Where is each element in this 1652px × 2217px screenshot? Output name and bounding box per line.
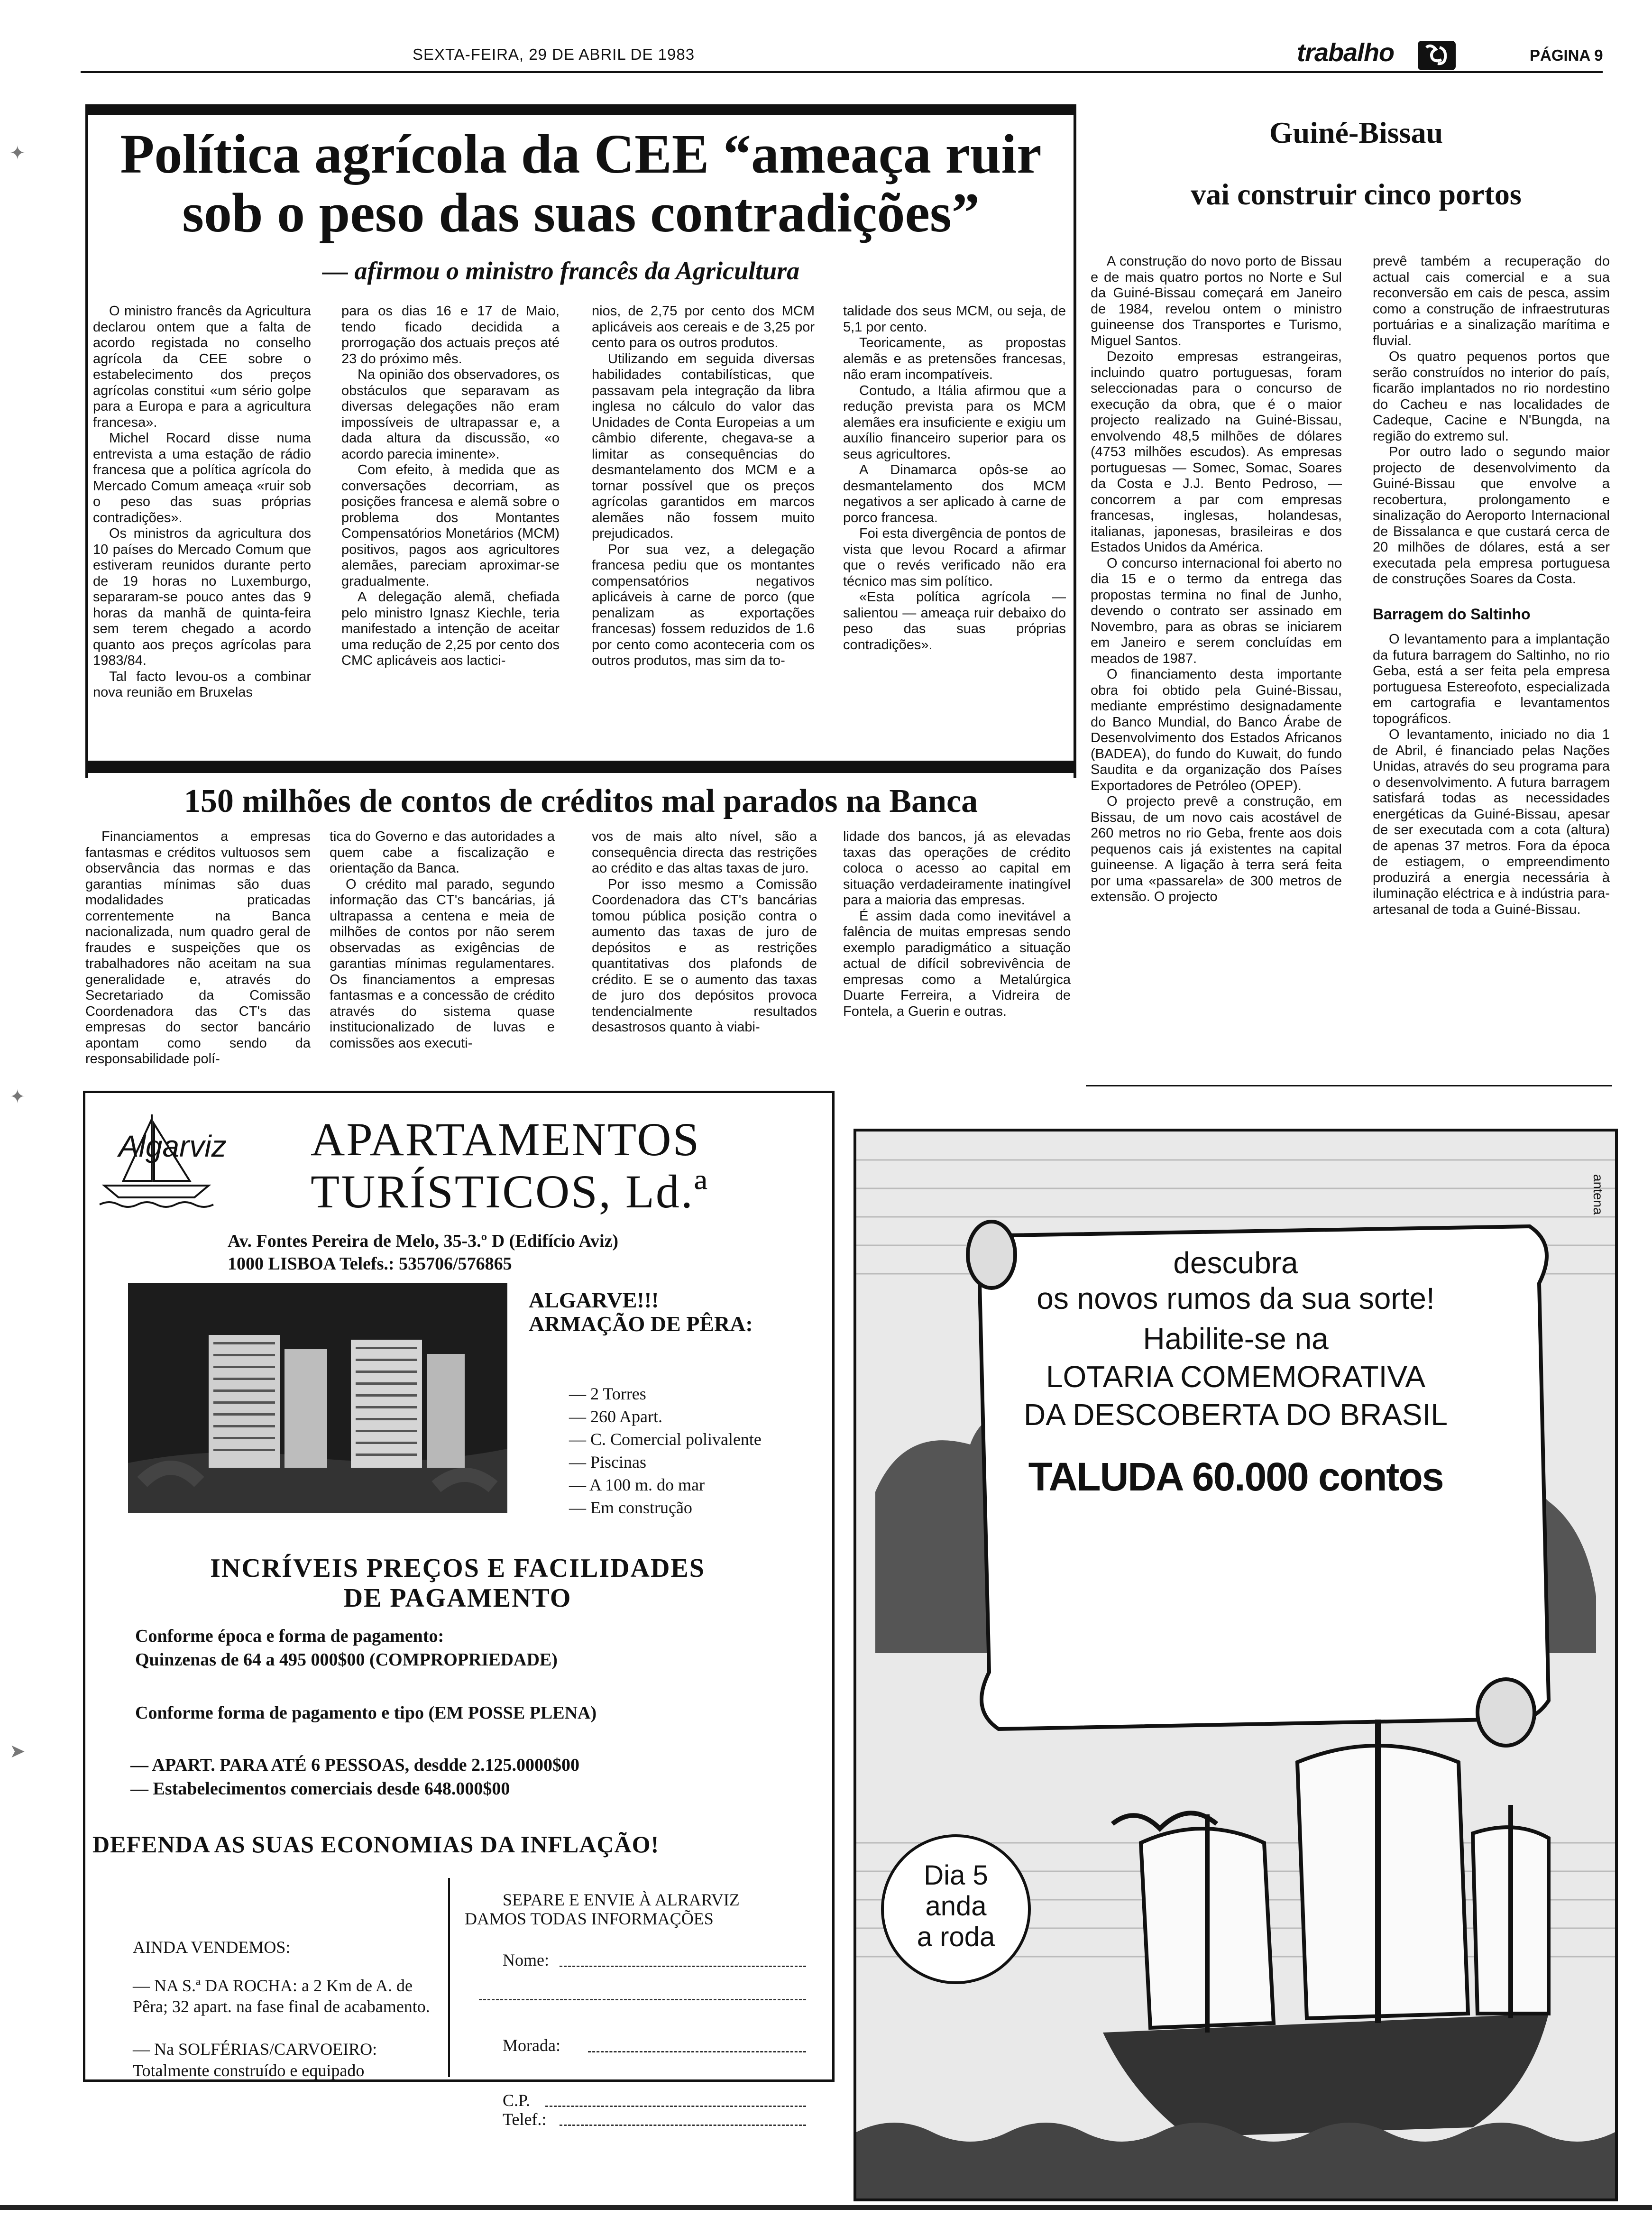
- paragraph: Na opinião dos observadores, os obstáculos que separavam as diversas delegações não eram impossíveis de ultrapassar e, a dada altura da discussão, «o acordo parecia iminente».: [341, 367, 560, 462]
- lotaria-line5: DA DESCOBERTA DO BRASIL: [1024, 1398, 1448, 1432]
- cee-column-3: [592, 304, 815, 749]
- cee-headline-line2: sob o peso das suas contradições”: [182, 182, 980, 244]
- scan-mark-icon: ✦: [9, 142, 26, 164]
- form-title-line2: DAMOS TODAS INFORMAÇÕES: [465, 1909, 714, 1928]
- guine-column-1: [1091, 254, 1342, 1069]
- cee-headline-line1: Política agrícola da CEE “ameaça ruir: [120, 123, 1042, 185]
- paragraph: A Dinamarca opôs-se ao desmantelamento dos MCM negativos a ser aplicado à carne de porco francesa.: [843, 462, 1066, 525]
- paragraph: Dezoito empresas estrangeiras, incluindo quatro portuguesas, foram seleccionadas para o concurso de execução da obra, que é o maior projecto realizado na Guiné-Bissau, envolvendo 48,5 milhões de dólares (4753 milhões escudos). As empresas portuguesas — Somec, Somac, Soares da Costa e J.J. Bento Pedroso, — concorrem a par com empresas francesas, inglesas, holandesas, italianas, japonesas, brasileiras e dos Estados Unidos da América.: [1091, 349, 1342, 555]
- lotaria-line4: LOTARIA COMEMORATIVA: [1046, 1360, 1426, 1394]
- apartment-towers-photo: [128, 1283, 507, 1513]
- paragraph: A construção do novo porto de Bissau e de mais quatro portos no Norte e Sul da Guiné-Bissau começará em Janeiro de 1984, revelou ontem o ministro guineense dos Transportes e Turismo, Miguel Santos.: [1091, 254, 1342, 349]
- feature-item: — Piscinas: [569, 1453, 647, 1472]
- algarviz-address-line1: Av. Fontes Pereira de Melo, 35-3.º D (Edifício Aviz): [228, 1231, 619, 1251]
- lotaria-badge-line2: anda: [925, 1891, 987, 1922]
- cee-box-right: [1074, 104, 1076, 778]
- paragraph: O concurso internacional foi aberto no dia 15 e o termo da entrega das propostas termina no final de Junho, devendo o contrato ser assinado em Novembro, para as obras se iniciarem em Janeiro e serem concluídas em meados de 1987.: [1091, 555, 1342, 666]
- algarviz-location-line2: ARMAÇÃO DE PÊRA:: [529, 1312, 753, 1336]
- form-field-postal[interactable]: [545, 2106, 806, 2107]
- paragraph: O levantamento, iniciado no dia 1 de Abril, é financiado pelas Nações Unidas, através do seu programa para o desenvolvimento. A futura barragem satisfará todas as necessidades energéticas da Guiné-Bissau, apesar de ser executada com a cota (altura) de apenas 37 metros. Fora da época de estiagem, o empreendimento produzirá a energia necessária à iluminação eléctrica e à indústria para-artesanal de toda a Guiné-Bissau.: [1373, 727, 1610, 917]
- form-divider-v: [448, 1878, 450, 2077]
- brand-logo-icon: [1418, 41, 1456, 70]
- paragraph: Teoricamente, as propostas alemãs e as pretensões francesas, não eram incompatíveis.: [843, 335, 1066, 382]
- paragraph: tica do Governo e das autoridades a quem cabe a fiscalização e orientação da Banca.: [330, 829, 555, 876]
- also-selling-title: AINDA VENDEMOS:: [133, 1938, 291, 1957]
- paragraph: O ministro francês da Agricultura declarou ontem que a falta de acordo registada no conselho agrícola da CEE sobre o estabelecimento dos preços agrícolas constitui «um sério golpe para a Europa e para a agricultura francesa».: [93, 304, 311, 430]
- header-page: PÁGINA 9: [1530, 46, 1603, 64]
- lotaria-line3: Habilite-se na: [1143, 1322, 1329, 1356]
- scan-mark-icon: ✦: [9, 1086, 26, 1108]
- lotaria-badge-line3: a roda: [917, 1922, 995, 1952]
- paragraph: Os ministros da agricultura dos 10 países do Mercado Comum que estiveram reunidos durante perto de 19 horas no Luxemburgo, separaram-se pouco antes das 9 horas da manhã de quinta-feira sem terem chegado a acordo quanto aos preços agrícolas para 1983/84.: [93, 526, 311, 668]
- guine-subhead: Barragem do Saltinho: [1373, 605, 1531, 623]
- form-label-address: Morada:: [503, 2036, 560, 2055]
- paragraph: Utilizando em seguida diversas habilidades contabilísticas, que passavam pela integração da libra inglesa no cálculo do valor das Unidades de Conta Europeias a um câmbio diferente, chegava-se a limitar as consequências do desmantelamento dos MCM e a tornar possível que os preços agrícolas garantidos em marcos alemães não fossem muito prejudicados.: [592, 351, 815, 541]
- algarviz-offer-line1: INCRÍVEIS PREÇOS E FACILIDADES: [210, 1554, 705, 1583]
- banca-column-4: [843, 829, 1071, 1076]
- form-label-phone: Telef.:: [503, 2110, 547, 2129]
- paragraph: talidade dos seus MCM, ou seja, de 5,1 por cento.: [843, 304, 1066, 335]
- guine-headline-line1: Guiné-Bissau: [1269, 116, 1443, 149]
- algarviz-price-line1: — APART. PARA ATÉ 6 PESSOAS, desdde 2.125.0000$00: [130, 1755, 580, 1775]
- paragraph: nios, de 2,75 por cento dos MCM aplicáveis aos cereais e de 3,25 por cento para os outros produtos.: [592, 304, 815, 350]
- header-brand: trabalho: [1297, 38, 1395, 67]
- paragraph: prevê também a recuperação do actual cais comercial e a sua reconversão em cais de pesca, assim como a construção de infraestruturas portuárias e a sinalização marítima e fluvial.: [1373, 254, 1610, 349]
- paragraph: Por outro lado o segundo maior projecto de desenvolvimento da Guiné-Bissau que envolve a recobertura, prolongamento e sinalização do Aeroporto Internacional de Bissalanca e que custará cerca de 20 milhões de dólares, está a ser executada pela empresa portuguesa de construções Soares da Costa.: [1373, 444, 1610, 587]
- algarviz-slogan: DEFENDA AS SUAS ECONOMIAS DA INFLAÇÃO!: [92, 1831, 660, 1858]
- paragraph: para os dias 16 e 17 de Maio, tendo ficado decidida a prorrogação dos actuais preços até 23 do próximo mês.: [341, 304, 560, 367]
- cee-column-1: [93, 304, 311, 749]
- algarviz-title-line1: APARTAMENTOS: [311, 1113, 701, 1166]
- cee-column-4: [843, 304, 1066, 749]
- form-field-name-2[interactable]: [479, 1999, 806, 2000]
- guine-column-2: [1373, 254, 1610, 1069]
- paragraph: Contudo, a Itália afirmou que a redução prevista para os MCM alemães era insuficiente e exigiu um auxílio financeiro superior para os seus agricultores.: [843, 383, 1066, 462]
- paragraph: O crédito mal parado, segundo informação das CT's bancárias, já ultrapassa a centena e meia de milhões de contos por não serem observadas as exigências de garantias mínimas regulamentares. Os financiamentos a empresas fantasmas e a concessão de crédito através do sistema quase institucionalizado de luvas e comissões aos executi-: [330, 876, 555, 1051]
- header-date: SEXTA-FEIRA, 29 DE ABRIL DE 1983: [413, 46, 695, 63]
- cee-box-top: [85, 104, 1076, 115]
- algarviz-title-line2: TURÍSTICOS, Ld.ª: [311, 1165, 709, 1218]
- also-selling-text2: — Na SOLFÉRIAS/CARVOEIRO:: [133, 2040, 377, 2059]
- paragraph: É assim dada como inevitável a falência de muitas empresas sendo exemplo paradigmático a situação actual de difícil sobrevivência de empresas como a Metalúrgica Duarte Ferreira, a Vidreira de Fontela, a Guerin e outras.: [843, 908, 1071, 1019]
- cee-column-2: [341, 304, 560, 749]
- also-selling-text3: Totalmente construído e equipado: [133, 2061, 365, 2080]
- feature-item: — 260 Apart.: [569, 1407, 662, 1426]
- cee-byline: — afirmou o ministro francês da Agricultura: [322, 257, 800, 285]
- paragraph: Foi esta divergência de pontos de vista que levou Rocard a afirmar que o revés verificado não era técnico mas sim político.: [843, 526, 1066, 589]
- guine-bottom-rule: [1086, 1085, 1612, 1086]
- bottom-edge: [0, 2205, 1652, 2210]
- form-field-name[interactable]: [560, 1966, 806, 1967]
- paragraph: «Esta política agrícola — salientou — ameaça ruir debaixo do peso das suas próprias contradições».: [843, 589, 1066, 653]
- banca-headline: 150 milhões de contos de créditos mal parados na Banca: [184, 783, 978, 819]
- lotaria-badge-line1: Dia 5: [924, 1860, 988, 1891]
- feature-item: — 2 Torres: [569, 1384, 646, 1403]
- header-rule: [81, 71, 1603, 73]
- scan-mark-icon: ➤: [9, 1740, 26, 1762]
- algarviz-terms-heading2: Conforme forma de pagamento e tipo (EM POSSE PLENA): [135, 1703, 597, 1723]
- feature-item: — Em construção: [569, 1498, 692, 1517]
- form-title-line1: SEPARE E ENVIE À ALRARVIZ: [503, 1890, 740, 1909]
- banca-column-3: [592, 829, 817, 1076]
- paragraph: lidade dos bancos, já as elevadas taxas das operações de crédito coloca o acesso ao capital em situação verdadeiramente inatingível para a maioria das empresas.: [843, 829, 1071, 908]
- paragraph: O levantamento para a implantação da futura barragem do Saltinho, no rio Geba, está a ser feita pela empresa portuguesa Estereofoto, especializada em cartografia e levantamentos topográficos.: [1373, 632, 1610, 727]
- form-field-address[interactable]: [588, 2051, 806, 2052]
- algarviz-address-line2: 1000 LISBOA Telefs.: 535706/576865: [228, 1254, 512, 1274]
- paragraph: Financiamentos a empresas fantasmas e créditos vultuosos sem observância das normas e das garantias mínimas são duas modalidades praticadas correntemente na Banca nacionalizada, num quadro geral de fraudes e suspeições que os trabalhadores não aceitam na sua generalidade e, através do Secretariado da Comissão Coordenadora das CT's das empresas do sector bancário apontam como sendo da responsabilidade polí-: [85, 829, 311, 1067]
- algarviz-logo-text: Algarviz: [119, 1129, 227, 1163]
- lotaria-line2: os novos rumos da sua sorte!: [1037, 1281, 1435, 1315]
- paragraph: O financiamento desta importante obra foi obtido pela Guiné-Bissau, mediante empréstimo designadamente do Banco Mundial, do Banco Árabe de Desenvolvimento dos Estados Africanos (BADEA), do fundo do Kuwait, do fundo Saudita e da organização dos Países Exportadores de Petróleo (OPEP).: [1091, 667, 1342, 793]
- algarviz-price-line2: — Estabelecimentos comerciais desde 648.000$00: [130, 1779, 510, 1799]
- paragraph: A delegação alemã, chefiada pelo ministro Ignasz Kiechle, teria manifestado a intenção de aceitar uma redução de 2,25 por cento dos CMC aplicáveis aos lactici-: [341, 589, 560, 668]
- paragraph: vos de mais alto nível, são a consequência directa das restrições ao crédito e das altas taxas de juro.: [592, 829, 817, 876]
- paragraph: Por isso mesmo a Comissão Coordenadora das CT's bancárias tomou pública posição contra o aumento das taxas de juro de depósitos e as restrições quantitativas dos plafonds de crédito. E se o aumento das taxas de juro dos depósitos provoca tendencialmente resultados desastrosos quanto à viabi-: [592, 876, 817, 1035]
- lotaria-side-credit: antena: [1591, 1174, 1606, 1215]
- lotaria-prize: TALUDA 60.000 contos: [1028, 1454, 1443, 1499]
- lotaria-line1: descubra: [1173, 1246, 1298, 1280]
- also-selling-text1: — NA S.ª DA ROCHA: a 2 Km de A. de Pêra; 32 apart. na fase final de acabamento.: [133, 1976, 430, 2016]
- algarviz-offer-line2: DE PAGAMENTO: [343, 1583, 572, 1613]
- cee-box-bottom: [85, 761, 1076, 773]
- paragraph: Michel Rocard disse numa entrevista a uma estação de rádio francesa que a política agrícola do Mercado Comum ameaça «ruir sob o peso das suas próprias contradições».: [93, 431, 311, 525]
- paragraph: Os quatro pequenos portos que serão construídos no interior do país, ficarão implantados no rio nordestino do Cacheu e nas localidades de Cadeque, Cacine e N'Bungda, na região do extremo sul.: [1373, 349, 1610, 444]
- guine-headline-line2: vai construir cinco portos: [1191, 177, 1522, 211]
- lotaria-ad: [854, 1129, 1618, 2201]
- form-label-postal: C.P.: [503, 2091, 531, 2110]
- paragraph: Por sua vez, a delegação francesa pediu que os montantes compensatórios negativos aplicáveis à carne de porco (que penalizam as exportações francesas) fossem reduzidos de 1.6 por cento como aconteceria com os outros produtos, mas sim da to-: [592, 542, 815, 668]
- feature-item: — C. Comercial polivalente: [569, 1430, 762, 1449]
- algarviz-features: [569, 1382, 762, 1519]
- paragraph: O projecto prevê a construção, em Bissau, de um novo cais acostável de 260 metros no rio Geba, frente aos dois pequenos cais já existentes na capital guineense. A ligação à terra será feita por uma «passarela» de 300 metros de extensão. O projecto: [1091, 794, 1342, 904]
- form-field-phone[interactable]: [560, 2125, 806, 2126]
- feature-item: — A 100 m. do mar: [569, 1475, 705, 1494]
- banca-column-2: [330, 829, 555, 1076]
- banca-column-1: [85, 829, 311, 1076]
- algarviz-terms-text1: Quinzenas de 64 a 495 000$00 (COMPROPRIEDADE): [135, 1650, 558, 1670]
- algarviz-terms-heading1: Conforme época e forma de pagamento:: [135, 1626, 444, 1646]
- algarviz-location-line1: ALGARVE!!!: [529, 1288, 659, 1312]
- paragraph: Com efeito, à medida que as conversações decorriam, as posições francesa e alemã sobre o problema dos Montantes Compensatórios Monetários (MCM) positivos, pagos aos agricultores alemães, pareciam aproximar-se gradualmente.: [341, 462, 560, 589]
- form-label-name: Nome:: [503, 1950, 549, 1969]
- paragraph: Tal facto levou-os a combinar nova reunião em Bruxelas: [93, 669, 311, 700]
